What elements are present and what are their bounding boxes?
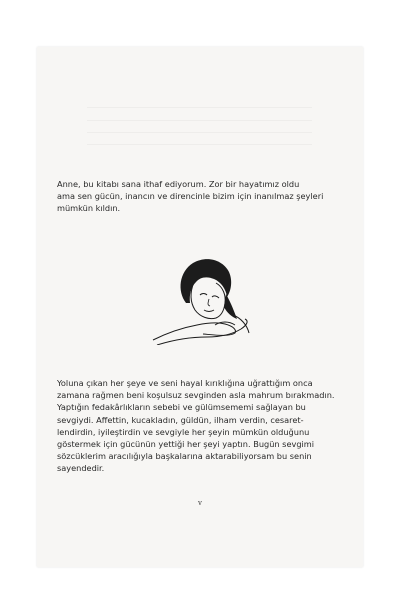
- show-through-line: [87, 120, 312, 121]
- dedication-paragraph-1: [57, 178, 345, 215]
- text-line: mümkün kıldın.: [57, 203, 121, 214]
- text-line: zamana rağmen beni koşulsuz sevginden asla mahrum bırakmadın.: [57, 390, 335, 401]
- text-line: sayendedir.: [57, 463, 105, 474]
- text-line: sözcüklerim aracılığıyla başkalarına aktarabiliyorsam bu senin: [57, 451, 312, 462]
- text-line: Anne, bu kitabı sana ithaf ediyorum. Zor bir hayatımız oldu: [57, 179, 300, 189]
- dedication-paragraph-2: [57, 377, 345, 475]
- text-line: sevgiydi. Affettin, kucakladın, güldün, ilham verdin, cesaret-: [57, 414, 304, 425]
- text-line: Yaptığın fedakârlıkların sebebi ve gülümsememi sağlayan bu: [57, 402, 306, 413]
- show-through-line: [87, 144, 312, 145]
- text-line: ama sen gücün, inancın ve direncinle bizim için inanılmaz şeyleri: [57, 191, 324, 202]
- woman-resting-head-on-hands-icon: [149, 245, 259, 345]
- page-number: v: [198, 499, 202, 507]
- show-through-line: [87, 107, 312, 108]
- show-through-line: [87, 132, 312, 133]
- text-line: Yoluna çıkan her şeye ve seni hayal kırıklığına uğrattığım onca: [57, 378, 313, 388]
- book-page: [37, 47, 363, 567]
- text-line: göstermek için gücünün yettiği her şeyi yaptın. Bugün sevgimi: [57, 439, 315, 450]
- text-line: lendirdin, iyileştirdin ve sevgiyle her şeyin mümkün olduğunu: [57, 426, 310, 437]
